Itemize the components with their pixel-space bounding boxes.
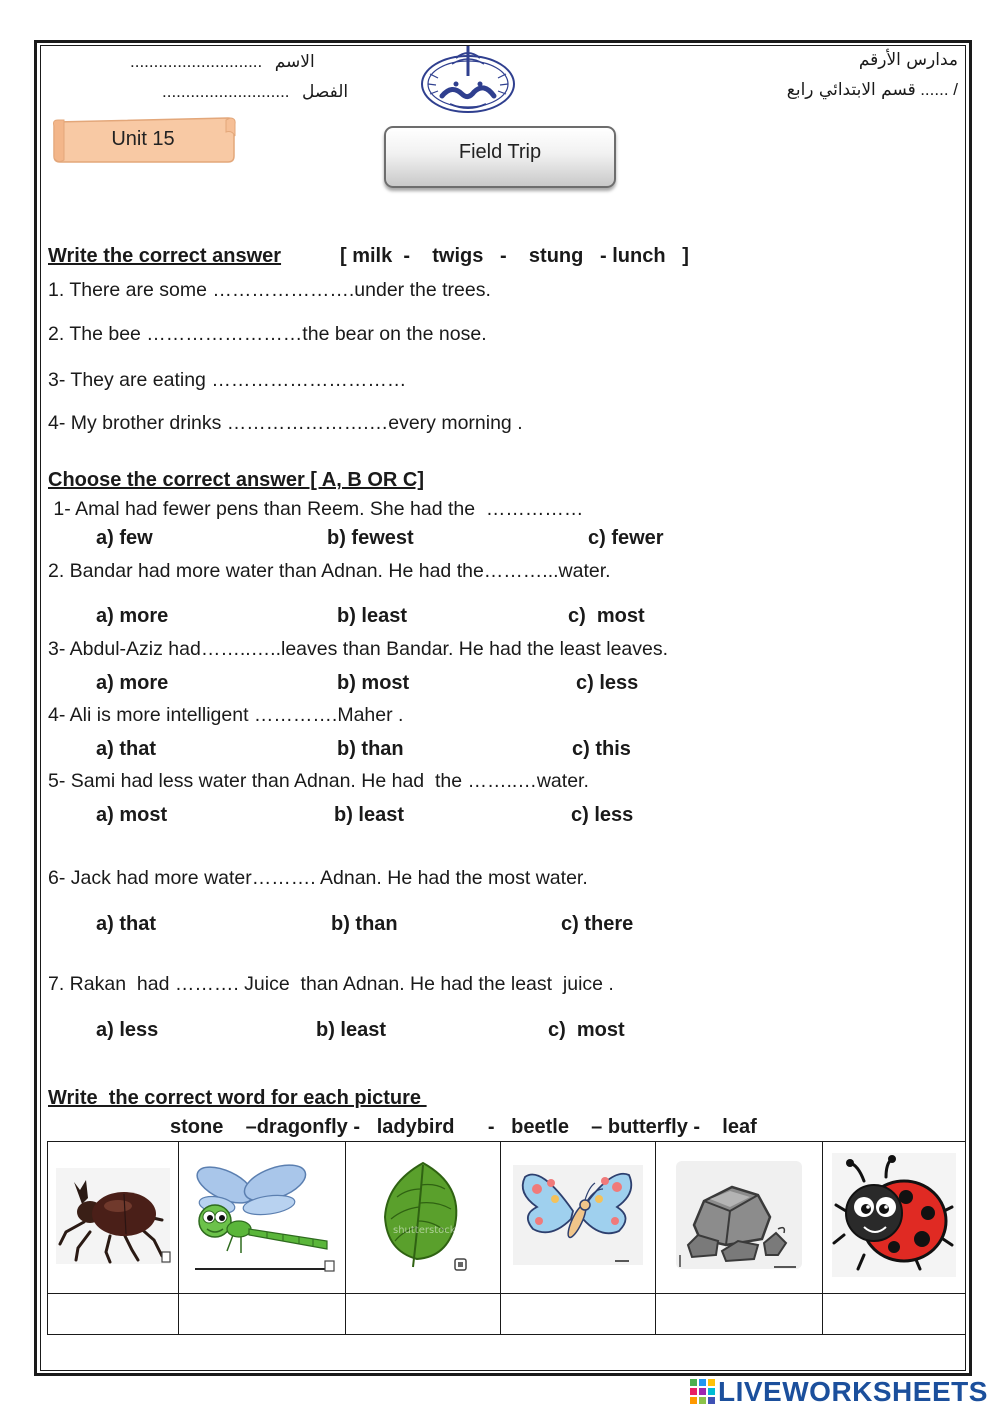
mcq-7-option-b[interactable]: b) least xyxy=(316,1019,387,1041)
picture-cell-5 xyxy=(656,1142,823,1294)
mcq-2-option-b[interactable]: b) least xyxy=(337,605,408,627)
mcq-4-option-a[interactable]: a) that xyxy=(96,738,156,760)
mcq-1-option-c[interactable]: c) fewer xyxy=(588,527,664,549)
mcq-5-option-b[interactable]: b) least xyxy=(334,804,405,826)
answer-cell-4[interactable] xyxy=(501,1294,656,1335)
mcq-5-option-c[interactable]: c) less xyxy=(571,804,634,826)
section3-heading: Write the correct word for each picture xyxy=(48,1087,427,1109)
fill-question-3[interactable]: 3- They are eating ………………………… xyxy=(48,369,407,391)
mcq-question-4: 4- Ali is more intelligent ………….Maher . xyxy=(48,704,404,726)
lesson-title-box xyxy=(384,126,616,188)
name-label: الاسم xyxy=(274,52,315,72)
picture-cell-3 xyxy=(346,1142,501,1294)
beetle-icon xyxy=(54,1160,172,1270)
fill-question-2[interactable]: 2. The bee ……………………the bear on the nose. xyxy=(48,323,487,345)
picture-cell-6 xyxy=(823,1142,966,1294)
mcq-6-option-a[interactable]: a) that xyxy=(96,913,156,935)
mcq-question-3: 3- Abdul-Aziz had……..…..leaves than Bandar. He had the least leaves. xyxy=(48,638,669,660)
department-line xyxy=(787,80,958,100)
department-blank[interactable]: ...... / xyxy=(920,80,958,99)
answer-cell-5[interactable] xyxy=(656,1294,823,1335)
mcq-2-option-a[interactable]: a) more xyxy=(96,605,169,627)
leaf-icon xyxy=(373,1155,473,1275)
mcq-1-option-a[interactable]: a) few xyxy=(96,527,153,549)
mcq-6-option-c[interactable]: c) there xyxy=(561,913,634,935)
department-label: قسم الابتدائي رابع xyxy=(786,80,916,100)
mcq-question-2: 2. Bandar had more water than Adnan. He had the………...water. xyxy=(48,560,611,582)
liveworksheets-grid-icon xyxy=(690,1379,716,1405)
school-logo xyxy=(412,44,524,116)
mcq-7-option-a[interactable]: a) less xyxy=(96,1019,159,1041)
answer-row xyxy=(48,1294,966,1335)
ladybird-icon xyxy=(830,1151,958,1279)
mcq-question-6: 6- Jack had more water………. Adnan. He had the most water. xyxy=(48,867,588,889)
mcq-5-option-a[interactable]: a) most xyxy=(96,804,168,826)
butterfly-icon xyxy=(511,1163,645,1267)
watermark-text: shutterstock xyxy=(393,1225,456,1236)
answer-cell-6[interactable] xyxy=(823,1294,966,1335)
answer-cell-1[interactable] xyxy=(48,1294,179,1335)
mcq-4-option-c[interactable]: c) this xyxy=(572,738,631,760)
mcq-1-option-b[interactable]: b) fewest xyxy=(327,527,414,549)
mcq-4-option-b[interactable]: b) than xyxy=(337,738,404,760)
unit-tag xyxy=(50,116,236,164)
school-name: مدارس الأرقم xyxy=(858,50,958,70)
picture-cell-2 xyxy=(179,1142,346,1294)
mcq-3-option-c[interactable]: c) less xyxy=(576,672,639,694)
section1-heading: Write the correct answer xyxy=(48,245,282,267)
answer-cell-2[interactable] xyxy=(179,1294,346,1335)
lesson-title: Field Trip xyxy=(458,141,542,163)
mcq-7-option-c[interactable]: c) most xyxy=(548,1019,625,1041)
liveworksheets-wordmark: LIVEWORKSHEETS xyxy=(718,1376,988,1407)
class-line xyxy=(162,82,348,102)
name-line xyxy=(130,52,315,72)
class-label: الفصل xyxy=(301,82,349,102)
answer-cell-3[interactable] xyxy=(346,1294,501,1335)
picture-table xyxy=(47,1141,966,1335)
mcq-question-7: 7. Rakan had ………. Juice than Adnan. He had the least juice . xyxy=(48,973,614,995)
liveworksheets-logo[interactable] xyxy=(690,1376,990,1406)
name-blank[interactable]: ............................ xyxy=(130,52,263,71)
section1-word-bank: [ milk - twigs - stung - lunch ] xyxy=(340,245,689,267)
mcq-2-option-c[interactable]: c) most xyxy=(568,605,645,627)
mcq-question-5: 5- Sami had less water than Adnan. He had the ……..…water. xyxy=(48,770,589,792)
dragonfly-icon xyxy=(187,1155,337,1275)
section2-heading: Choose the correct answer [ A, B OR C] xyxy=(48,469,424,491)
fill-question-4[interactable]: 4- My brother drinks ………………….…every morning . xyxy=(48,412,523,434)
mcq-3-option-b[interactable]: b) most xyxy=(337,672,410,694)
picture-cell-4 xyxy=(501,1142,656,1294)
unit-label: Unit 15 xyxy=(111,128,175,150)
fill-question-1[interactable]: 1. There are some ………………….under the trees. xyxy=(48,279,491,301)
picture-cell-1 xyxy=(48,1142,179,1294)
picture-row xyxy=(48,1142,966,1294)
stone-icon xyxy=(674,1159,804,1271)
section3-word-bank: stone –dragonfly - ladybird - beetle – butterfly - leaf xyxy=(170,1116,757,1138)
class-blank[interactable]: ........................... xyxy=(162,82,290,101)
mcq-3-option-a[interactable]: a) more xyxy=(96,672,169,694)
mcq-question-1: 1- Amal had fewer pens than Reem. She had the …………… xyxy=(48,498,584,520)
mcq-6-option-b[interactable]: b) than xyxy=(331,913,398,935)
